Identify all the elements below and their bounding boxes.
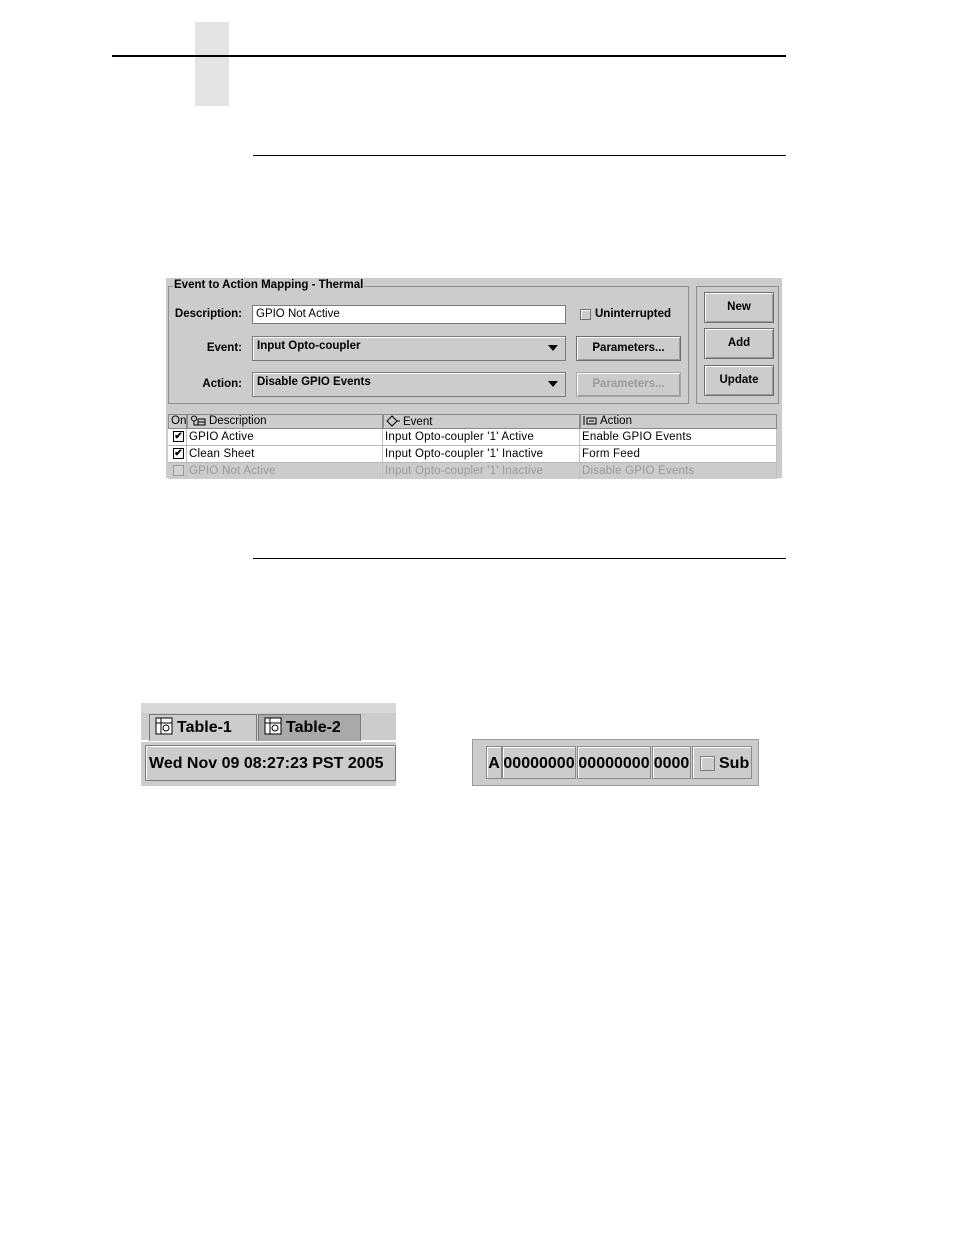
- column-header-description[interactable]: Description: [187, 414, 383, 429]
- sub-toggle[interactable]: [692, 746, 752, 779]
- uninterrupted-checkbox[interactable]: [580, 309, 591, 320]
- action-select-value: Disable GPIO Events: [257, 376, 371, 388]
- on-cell: [168, 446, 187, 462]
- table-row[interactable]: [168, 463, 777, 479]
- table-icon: [264, 717, 282, 735]
- chevron-down-icon: [548, 381, 558, 387]
- event-select-value: Input Opto-coupler: [257, 340, 361, 352]
- tab-strip-top: [141, 703, 396, 713]
- sub-label: Sub: [719, 755, 750, 772]
- action-cell: Form Feed: [580, 446, 777, 462]
- event-cell: Input Opto-coupler '1' Active: [383, 429, 580, 445]
- description-input[interactable]: GPIO Not Active: [252, 305, 566, 324]
- hex-field-1: 00000000: [502, 746, 576, 779]
- event-cell: Input Opto-coupler '1' Inactive: [383, 446, 580, 462]
- on-cell: [168, 463, 187, 479]
- description-column-icon: [190, 415, 206, 426]
- section-rule-1: [253, 155, 786, 156]
- uninterrupted-label: Uninterrupted: [595, 308, 672, 320]
- row-on-checkbox[interactable]: [173, 465, 184, 476]
- action-cell: Enable GPIO Events: [580, 429, 777, 445]
- table-icon: [155, 717, 173, 735]
- event-column-icon: [386, 415, 400, 427]
- page-thumb-tab: [195, 22, 229, 106]
- event-parameters-button[interactable]: Parameters...: [576, 336, 681, 361]
- event-select[interactable]: [252, 336, 566, 361]
- column-header-action[interactable]: Action: [580, 414, 777, 429]
- description-cell: GPIO Active: [187, 429, 383, 445]
- action-select[interactable]: [252, 372, 566, 397]
- event-cell: Input Opto-coupler '1' Inactive: [383, 463, 580, 479]
- group-title: Event to Action Mapping - Thermal: [174, 279, 364, 291]
- new-button[interactable]: New: [704, 292, 774, 323]
- tab-table-1[interactable]: Table-1: [149, 714, 257, 741]
- description-cell: GPIO Not Active: [187, 463, 383, 479]
- description-label: Description:: [174, 308, 242, 320]
- section-rule-2: [253, 558, 786, 559]
- add-button[interactable]: Add: [704, 328, 774, 359]
- table-row[interactable]: [168, 446, 777, 462]
- on-cell: [168, 429, 187, 445]
- table-row[interactable]: [168, 429, 777, 445]
- hex-field-2: 00000000: [577, 746, 651, 779]
- update-button[interactable]: Update: [704, 365, 774, 396]
- tab-table-2[interactable]: Table-2: [258, 714, 361, 741]
- row-on-checkbox[interactable]: ✔: [174, 448, 183, 459]
- action-label: Action:: [202, 378, 242, 390]
- event-label: Event:: [206, 342, 242, 354]
- header-rule: [112, 55, 786, 57]
- description-cell: Clean Sheet: [187, 446, 383, 462]
- row-on-checkbox[interactable]: ✔: [174, 431, 183, 442]
- mapping-table-header: [168, 414, 777, 429]
- chevron-down-icon: [548, 345, 558, 351]
- column-header-event[interactable]: Event: [383, 414, 580, 429]
- mode-indicator: A: [486, 746, 502, 779]
- column-header-on[interactable]: On: [168, 414, 187, 429]
- sub-checkbox[interactable]: [700, 756, 715, 771]
- action-column-icon: [583, 415, 597, 426]
- datetime-display: Wed Nov 09 08:27:23 PST 2005: [145, 745, 396, 781]
- hex-field-3: 0000: [652, 746, 691, 779]
- action-parameters-button[interactable]: Parameters...: [576, 372, 681, 397]
- action-cell: Disable GPIO Events: [580, 463, 777, 479]
